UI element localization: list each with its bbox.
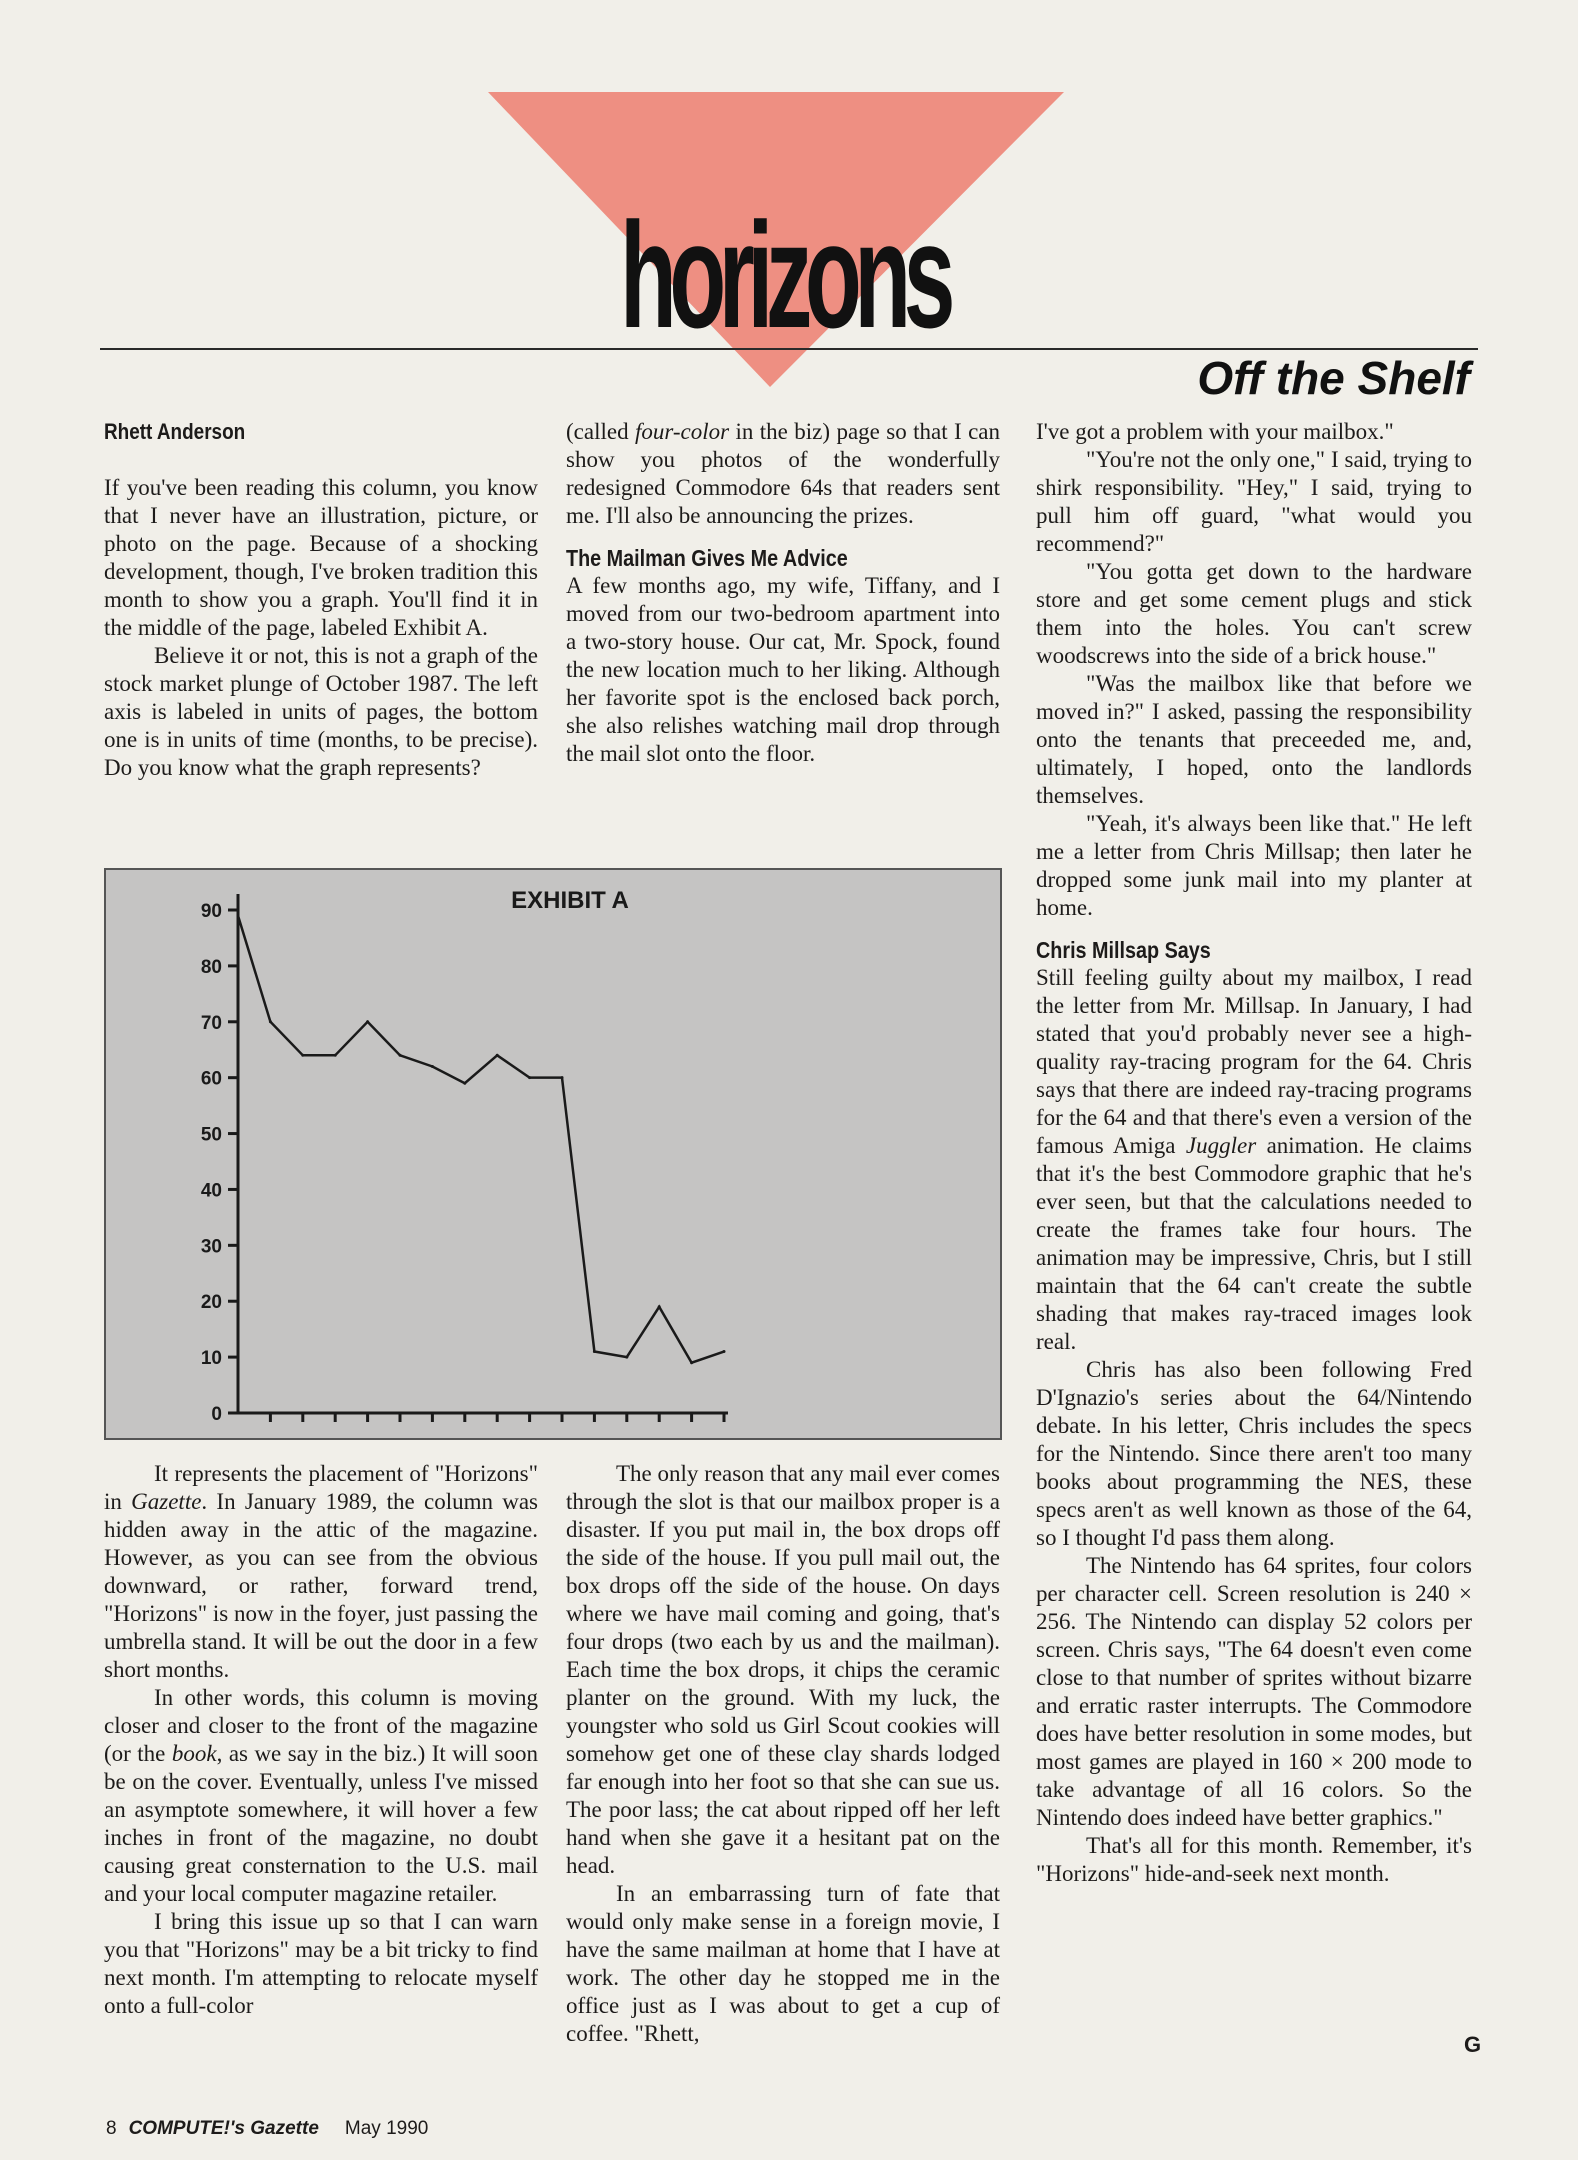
data-point	[431, 1065, 434, 1068]
data-point	[269, 1020, 272, 1023]
data-point	[690, 1361, 693, 1364]
y-tick-label: 50	[200, 1124, 222, 1146]
y-tick-label: 20	[200, 1292, 222, 1314]
y-tick-label: 80	[200, 956, 222, 978]
y-tick-label: 40	[200, 1180, 222, 1202]
text-run: in the biz) page so that I can show you photos of the wonderfully redesigned Commodore 64s that readers sent me. I'll also be announcing the prizes.	[566, 419, 1000, 528]
paragraph: Believe it or not, this is not a graph of the stock market plunge of October 1987. The left axis is labeled in units of pages, the bottom one is in units of time (months, to be precise). Do you know what the graph represents?	[104, 643, 538, 780]
paragraph: I bring this issue up so that I can warn you that "Horizons" may be a bit tricky to find next month. I'm attempting to relocate myself onto a full-color	[104, 1909, 538, 2018]
paragraph: If you've been reading this column, you know that I never have an illustration, picture, or photo on the page. Because of a shocking development, though, I've broken tradition this month to show you a graph. You'll find it in the middle of the page, labeled Exhibit A.	[104, 475, 538, 640]
data-point	[496, 1054, 499, 1057]
issue-date: May 1990	[344, 2118, 429, 2139]
y-tick-label: 30	[200, 1236, 222, 1258]
data-point	[528, 1076, 531, 1079]
data-point	[625, 1356, 628, 1359]
department-title: Off the Shelf	[1197, 352, 1470, 404]
chart-canvas	[106, 870, 1000, 1438]
column-2-bottom	[566, 1460, 1000, 2048]
data-point	[561, 1076, 564, 1079]
data-point	[366, 1020, 369, 1023]
paragraph: "You gotta get down to the hardware store and get some cement plugs and stick them into the holes. You can't screw woodscrews into the side of a brick house."	[1036, 559, 1472, 668]
emphasis: Juggler	[1185, 1133, 1257, 1158]
paragraph	[104, 1684, 538, 1908]
text-run: animation. He claims that it's the best Commodore graphic that he's ever seen, but that the calculations needed to create the frames take four hours. The animation may be impressive, Chris, but I still maintain that the 64 can't create the subtle shading that makes ray-traced images look real.	[1036, 1133, 1472, 1354]
column-3	[1036, 418, 1472, 1888]
data-point	[399, 1054, 402, 1057]
text-run: (called	[566, 419, 635, 444]
data-point	[301, 1054, 304, 1057]
column-1-bottom	[104, 1460, 538, 2020]
page-footer	[106, 2118, 428, 2140]
section-heading: The Mailman Gives Me Advice	[566, 545, 848, 571]
text-run: . In January 1989, the column was hidden away in the attic of the magazine. However, as you can see from the obvious downward, or rather, forward trend, "Horizons" is now in the foyer, just passing the umbrella stand. It will be out the door in a few short months.	[104, 1489, 539, 1682]
emphasis: Gazette	[131, 1489, 202, 1514]
paragraph: Chris has also been following Fred D'Ignazio's series about the 64/Nintendo debate. In his letter, Chris includes the specs for the Nintendo. Since there aren't too many books about programming the NES, these specs aren't as well known as those of the 64, so I thought I'd pass them along.	[1036, 1357, 1472, 1550]
paragraph: I've got a problem with your mailbox."	[1036, 419, 1394, 444]
y-tick-label: 60	[200, 1068, 222, 1090]
emphasis: book	[171, 1741, 217, 1766]
section-heading: Chris Millsap Says	[1036, 937, 1211, 963]
paragraph: The only reason that any mail ever comes through the slot is that our mailbox proper is a disaster. If you put mail in, the box drops off the side of the house. If you pull mail out, the box drops off the side of the house. On days where we have mail coming and going, that's four drops (two each by us and the mailman). Each time the box drops, it chips the ceramic planter on the ground. With my luck, the youngster who sold us Girl Scout cookies will somehow get one of these clay shards lodged far enough into her foot so that she can sue us. The poor lass; the cat about ripped off her left hand when she gave it a hesitant pat on the head.	[566, 1461, 1000, 1878]
emphasis: four-color	[634, 419, 730, 444]
paragraph	[104, 1460, 538, 1684]
data-point	[658, 1305, 661, 1308]
paragraph	[1036, 964, 1472, 1356]
paragraph: The Nintendo has 64 sprites, four colors per character cell. Screen resolution is 240 × 256. The Nintendo can display 52 colors per screen. Chris says, "The 64 doesn't even come close to that number of sprites without bizarre and erratic raster interrupts. The Commodore does have better resolution in some modes, but most games are played in 160 × 200 mode to take advantage of all 16 colors. So the Nintendo does indeed have better graphics."	[1036, 1553, 1472, 1830]
end-mark: G	[1464, 2032, 1482, 2057]
paragraph: "Yeah, it's always been like that." He left me a letter from Chris Millsap; then later he dropped some junk mail into my planter at home.	[1036, 811, 1472, 920]
paragraph: That's all for this month. Remember, it's "Horizons" hide-and-seek next month.	[1036, 1833, 1472, 1886]
masthead-title: horizons	[620, 191, 948, 359]
text-run: In other words, this column is moving closer and closer to the front of the magazine (or the	[104, 1685, 538, 1766]
data-point	[593, 1350, 596, 1353]
y-tick-label: 0	[211, 1404, 222, 1425]
byline: Rhett Anderson	[104, 419, 246, 444]
paragraph: A few months ago, my wife, Tiffany, and I moved from our two-bedroom apartment into a two-story house. Our cat, Mr. Spock, found the new location much to her liking. Although her favorite spot is the enclosed back porch, she also relishes watching mail drop through the mail slot onto the floor.	[566, 573, 1000, 766]
data-point	[237, 914, 240, 917]
paragraph: In an embarrassing turn of fate that would only make sense in a foreign movie, I have the same mailman at home that I have at work. The other day he stopped me in the office just as I was about to get a cup of coffee. "Rhett,	[566, 1881, 1000, 2046]
column-2-top	[566, 418, 1000, 768]
paragraph: "You're not the only one," I said, trying to shirk responsibility. "Hey," I said, trying to pull him off guard, "what would you recommend?"	[1036, 447, 1472, 556]
paragraph	[566, 418, 1000, 530]
data-point	[723, 1350, 726, 1353]
text-run: It represents the placement of "Horizons" in	[104, 1461, 538, 1514]
paragraph: "Was the mailbox like that before we moved in?" I asked, passing the responsibility onto the tenants that preceeded me, and, ultimately, I hoped, onto the landlords themselves.	[1036, 671, 1472, 808]
data-series-line	[238, 916, 724, 1363]
y-tick-label: 90	[200, 901, 222, 922]
publication-name: COMPUTE!'s Gazette	[128, 2118, 319, 2139]
y-tick-label: 10	[200, 1348, 222, 1370]
text-run: , as we say in the biz.) It will soon be on the cover. Eventually, unless I've missed an asymptote somewhere, it will hover a few inches in front of the magazine, no doubt causing great consternation to the U.S. mail and your local computer magazine retailer.	[104, 1741, 539, 1906]
data-point	[334, 1054, 337, 1057]
page-number: 8	[106, 2118, 117, 2139]
column-1-top	[104, 418, 538, 782]
y-tick-label: 70	[200, 1012, 222, 1034]
exhibit-a-chart	[104, 868, 1002, 1440]
data-point	[463, 1082, 466, 1085]
text-run: Still feeling guilty about my mailbox, I read the letter from Mr. Millsap. In January, I had stated that you'd probably never see a high-quality ray-tracing program for the 64. Chris says that there are indeed ray-tracing programs for the 64 and that there's even a version of the famous Amiga	[1036, 965, 1472, 1158]
chart-title: EXHIBIT A	[511, 887, 629, 914]
